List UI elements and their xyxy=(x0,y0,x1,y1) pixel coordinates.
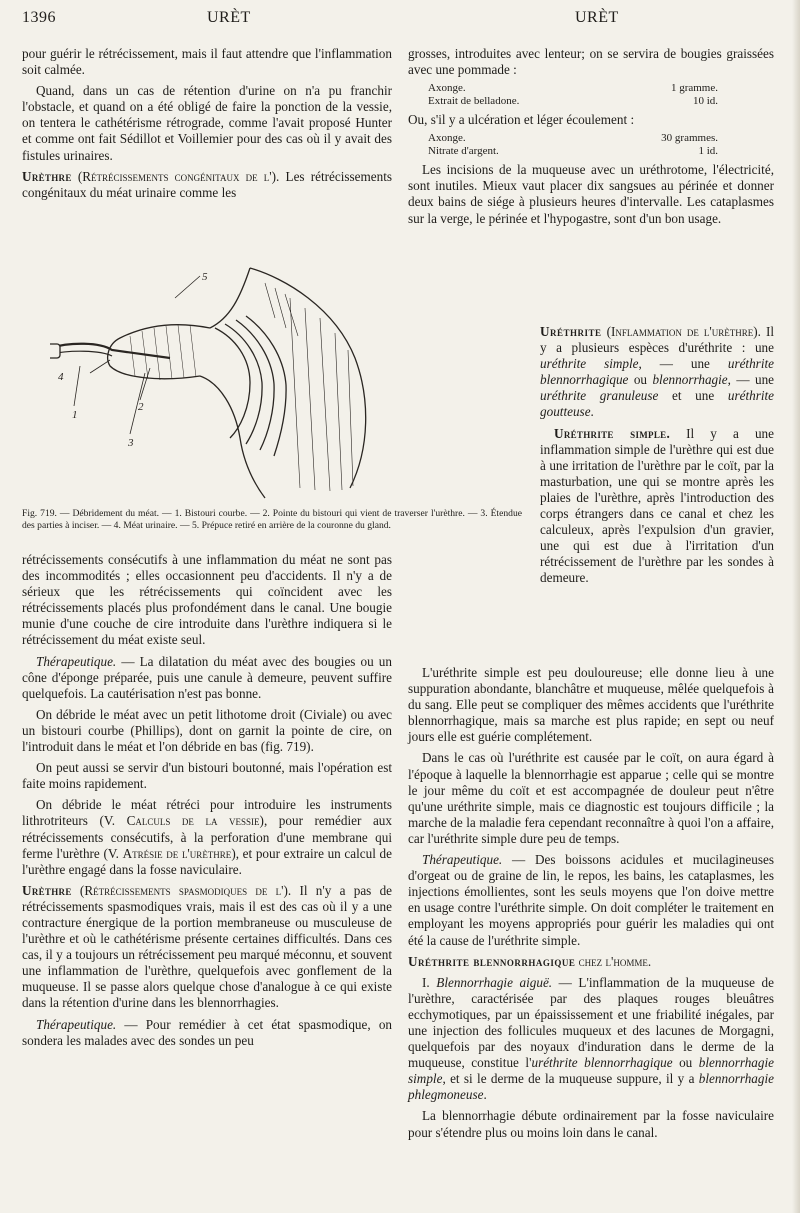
entry-urethrite: Uréthrite (Inflammation de l'urèthre). Il y a plusieurs espèces d'uréthrite : une uréthrite simple, — une uréthrite blennorrhagique ou blennorrhagie, — une uréthrite granuleuse et une uréthrite goutteuse. xyxy=(540,324,775,420)
left-column-bottom xyxy=(22,552,392,1049)
figure-label-2: 2 xyxy=(138,401,144,413)
page-number: 1396 xyxy=(22,9,56,26)
recipe-line: Axonge. 30 grammes. xyxy=(428,132,718,145)
recipe-line: Axonge. 1 gramme. xyxy=(428,82,718,95)
paragraph: grosses, introduites avec lenteur; on se servira de bougies graissées avec une pommade : xyxy=(408,46,774,78)
paragraph: pour guérir le rétrécissement, mais il faut attendre que l'inflammation soit calmée. xyxy=(22,46,392,78)
paragraph: Dans le cas où l'uréthrite est causée par le coït, on aura égard à l'époque à laquelle la blennorrhagie est apparue ; celle qui se montre le jour même du coït et est accompagnée de douleur peut n'être qu'une uréthrite simple, mais ce diagnostic est toujours difficile ; la marche de la maladie fera cependant reconnaître à quoi l'on a affaire, car l'uréthrite simple dure peu de temps. xyxy=(408,750,774,846)
paragraph: Ou, s'il y a ulcération et léger écoulement : xyxy=(408,112,635,128)
recipe-1 xyxy=(428,82,774,108)
paragraph: rétrécissements consécutifs à une inflammation du méat ne sont pas des incommodités ; elles occasionnent peu d'accidents. Il n'y a de sérieux que les rétrécissements qui coïncident avec les rétrécissements placés plus profondément dans le canal. Une bougie munie d'une couche de cire introduite dans l'urèthre indiquera si le rétrécissement du méat existe seul. xyxy=(22,552,392,648)
page-edge-shadow xyxy=(792,0,800,1213)
figure-label-4: 4 xyxy=(58,371,64,383)
paragraph: Quand, dans un cas de rétention d'urine on n'a pu franchir l'obstacle, et quand on a été obligé de faire la ponction de la vessie, on tentera le cathétérisme rétrograde, comme l'avait proposé Hunter et comme ont fait Sédillot et Voillemier pour des cas où il y avait des fistules urinaires. xyxy=(22,83,392,163)
entry-subtitle: (Rétrécissements spasmodiques de l'). xyxy=(79,882,292,898)
prepuce-fold xyxy=(215,328,250,438)
right-column-top xyxy=(408,46,774,227)
entry-urethrite-blennorrhagique xyxy=(408,954,774,970)
recipe-line: Extrait de belladone. 10 id. xyxy=(428,95,718,108)
right-running-head: URÈT xyxy=(575,9,619,26)
right-column-narrow xyxy=(540,324,774,587)
figure-label-5: 5 xyxy=(202,271,208,283)
entry-urethrite-simple: Uréthrite simple. Il y a une inflammation simple de l'urèthre qui est due à une irritation de l'urèthre par le coït, par la masturbation, une qui se montre après les plaies de l'urèthre, après l'introduction des corps étrangers dans ce canal et chez les calculeux, après l'expulsion d'un gravier, une qui est due à l'irritation d'un rétrécissement de l'urèthre par les sondes à demeure. xyxy=(540,425,774,586)
entry-headword: Urèthre xyxy=(22,882,72,898)
figure-caption: Fig. 719. — Débridement du méat. — 1. Bistouri courbe. — 2. Pointe du bistouri qui vient de traverser l'urèthre. — 3. Étendue des parties à inciser. — 4. Méat urinaire. — 5. Prépuce retiré en arrière de la couronne du gland. xyxy=(22,508,522,531)
cross-reference: Atrésie de l'urèthre xyxy=(122,845,232,861)
entry-headword: Uréthrite blennorrhagique xyxy=(408,953,576,969)
entry-subtitle: chez l'homme. xyxy=(578,953,652,969)
recipe-2 xyxy=(428,132,774,158)
left-running-head: URÈT xyxy=(207,9,251,26)
paragraph-blennorrhagie-aigue: I. Blennorrhagie aiguë. — L'inflammation de la muqueuse de l'urèthre, caractérisée par des plaques rouges bleuâtres ecchymotiques, par un épaississement et une friabilité inégales, par une injection des follicules muqueux et des lacunes de Morgagni, quelquefois par des noyaux d'induration dans le derme de la muqueuse, constitue l'uréthrite blennorrhagique ou blennorrhagie simple, et si le derme de la muqueuse suppure, il y a blennorrhagie phlegmoneuse. xyxy=(408,974,775,1103)
recipe-line: Nitrate d'argent. 1 id. xyxy=(428,145,718,158)
paragraph: Les incisions de la muqueuse avec un uréthrotome, l'électricité, sont inutiles. Mieux vaut placer dix sangsues au périnée et donner deux bains de siége à plusieurs heures d'intervalle. Les cataplasmes sur la verge, le périnée et l'hypogastre, sont d'un bon usage. xyxy=(408,162,774,226)
paragraph: La blennorrhagie débute ordinairement par la fosse naviculaire pour s'étendre plus ou moins loin dans le canal. xyxy=(408,1108,774,1140)
figure-719-meatotomy-illustration xyxy=(50,258,400,503)
right-column-bottom xyxy=(408,665,774,1141)
curved-bistoury xyxy=(50,344,170,358)
entry-subtitle: (Inflammation de l'urèthre). xyxy=(606,324,761,339)
entry-headword: Uréthrite xyxy=(540,324,602,339)
paragraph: On débride le méat avec un petit lithotome droit (Civiale) ou avec un bistouri courbe (Phillips), dont on garnit la pointe de cire, on l'introduit dans le méat et l'on débride en bas (fig. 719). xyxy=(22,706,392,755)
figure-label-1: 1 xyxy=(72,409,78,421)
paragraph-therapeutique: Thérapeutique. — Pour remédier à cet état spasmodique, on sondera les malades avec des sondes un peu xyxy=(22,1016,393,1048)
paragraph: On peut aussi se servir d'un bistouri boutonné, mais l'opération est faite moins rapidement. xyxy=(22,760,392,792)
entry-subtitle: (Rétrécissements congénitaux de l'). xyxy=(77,168,280,184)
paragraph-therapeutique: Thérapeutique. — La dilatation du méat avec des bougies ou un cône d'éponge préparée, puis une canule à demeure, peuvent suffire quelquefois. La cautérisation n'est pas bonne. xyxy=(22,653,392,701)
entry-retrecissements-spasmodiques: Urèthre (Rétrécissements spasmodiques de l'). Il n'y a pas de rétrécissements spasmodiques vrais, mais il est des cas où il y a une contracture énergique de la portion membraneuse ou musculeuse de l'urèthre et où le cathétérisme présente certaines difficultés. Dans ces cas, il y a toujours un rétrécissement peu marqué méconnu, et souvent une inflammation de l'urèthre, quelquefois avec gonflement de la muqueuse. Il se passe alors quelque chose d'analogue à ce qui existe dans la rétention d'urine dans les blennorrhagies. xyxy=(22,882,393,1011)
left-column-top xyxy=(22,46,392,201)
cross-reference: Calculs de la vessie xyxy=(126,813,260,829)
shaft-outline xyxy=(250,268,366,488)
running-header xyxy=(0,10,800,34)
entry-headword: Urèthre xyxy=(22,168,72,184)
figure-label-3: 3 xyxy=(128,437,134,449)
entry-headword: Uréthrite simple. xyxy=(554,425,671,441)
entry-text: Les rétrécissements congénitaux du méat urinaire comme les xyxy=(22,168,393,200)
entry-retrecissements-congenitaux xyxy=(22,169,392,201)
paragraph-cross-references: On débride le méat rétréci pour introduire les instruments lithrotriteurs (V. Calculs de la vessie), pour remédier aux rétrécissements consécutifs, à la perforation d'une membrane qui ferme l'urèthre (V. Atrésie de l'urèthre), et pour extraire un calcul de l'urèthre engagé dans la fosse naviculaire. xyxy=(22,797,393,877)
paragraph-therapeutique: Thérapeutique. — Des boissons acidules et mucilagineuses d'orgeat ou de graine de lin, le repos, les bains, les cataplasmes, les injections émollientes, sont les seuls moyens que l'on doive mettre en usage contre l'uréthrite simple. On doit compléter le traitement en employant les moyens appropriés pour guérir les maladies qui ont été la cause de l'uréthrite simple. xyxy=(408,852,774,948)
paragraph: L'uréthrite simple est peu douloureuse; elle donne lieu à une suppuration abondante, blanchâtre et muqueuse, mêlée quelquefois à du sang. Elle peut se compliquer des mêmes accidents que l'uréthrite blennorrhagique, mais sa marche est plus rapide; en sept ou neuf jours elle est guérie complétement. xyxy=(408,665,774,745)
